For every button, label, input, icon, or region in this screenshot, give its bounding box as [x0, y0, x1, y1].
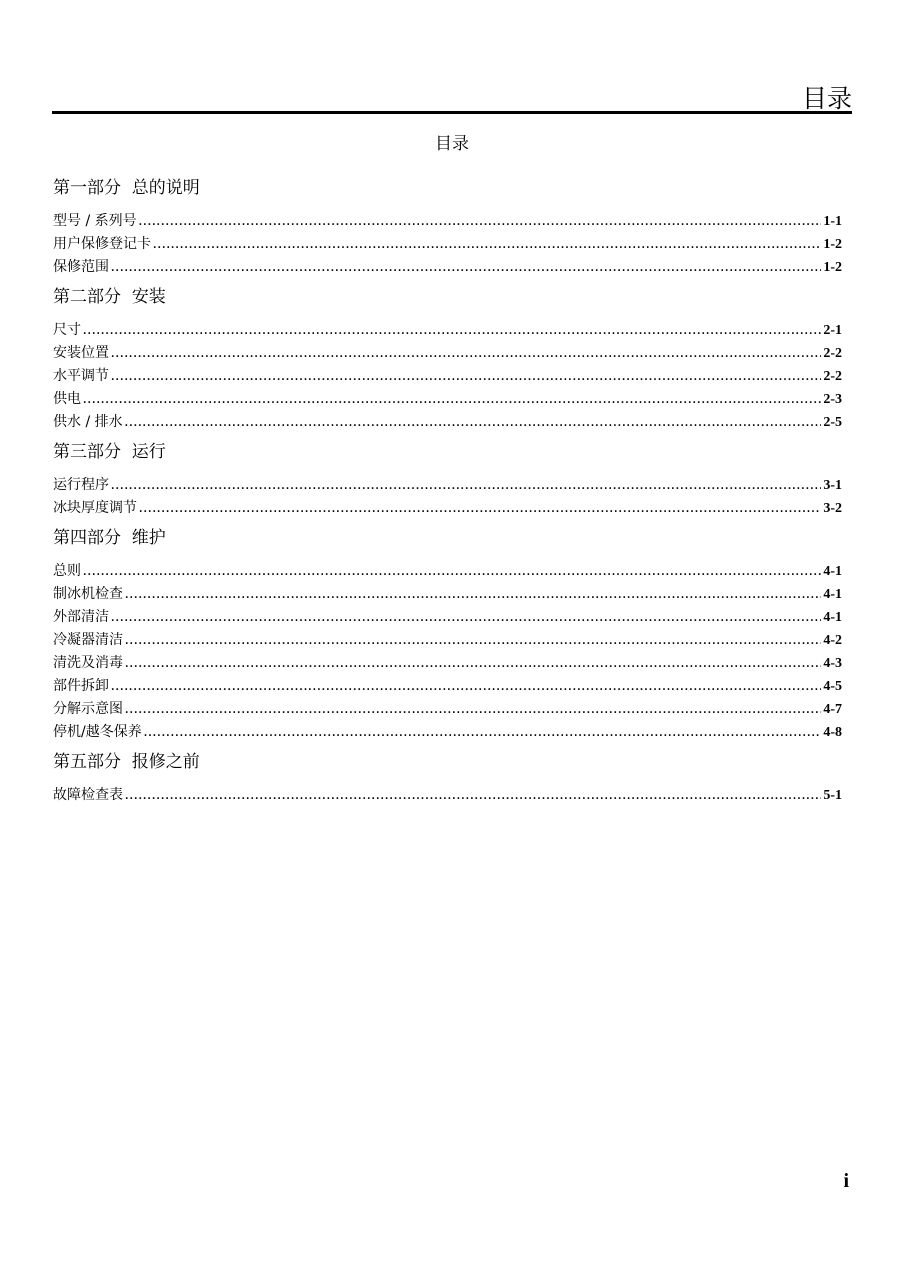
toc-entry[interactable]	[53, 233, 842, 256]
toc-entry-label: 总则	[53, 563, 81, 579]
section-heading: 第三部分 运行	[53, 442, 166, 462]
toc-entry-label: 故障检查表	[53, 787, 123, 803]
dot-leader	[125, 653, 821, 676]
page-header-title: 目录	[801, 84, 852, 113]
dot-leader	[111, 676, 821, 699]
toc-entry[interactable]	[53, 560, 842, 583]
toc-entry-label: 保修范围	[53, 259, 109, 275]
toc-entry-page: 2-2	[823, 369, 842, 384]
toc-entry[interactable]	[53, 675, 842, 698]
toc-entry-label: 制冰机检查	[53, 586, 123, 602]
toc-entry-label: 分解示意图	[53, 701, 123, 717]
toc-entry[interactable]	[53, 497, 842, 520]
toc-entry-label: 部件拆卸	[53, 678, 109, 694]
toc-entry[interactable]	[53, 784, 842, 807]
toc-entry-page: 2-2	[823, 346, 842, 361]
toc-entry[interactable]	[53, 411, 842, 434]
dot-leader	[125, 584, 821, 607]
toc-entry[interactable]	[53, 698, 842, 721]
toc-entry-page: 4-1	[823, 564, 842, 579]
toc-entry-page: 4-8	[823, 725, 842, 740]
toc-entry-page: 1-1	[823, 214, 842, 229]
toc-entry-label: 供水 / 排水	[53, 414, 123, 430]
toc-entry-page: 4-1	[823, 587, 842, 602]
section-heading: 第二部分 安装	[53, 287, 166, 307]
toc-entry-label: 水平调节	[53, 368, 109, 384]
toc-entry[interactable]	[53, 342, 842, 365]
header-rule	[52, 111, 852, 114]
dot-leader	[83, 561, 821, 584]
toc-entry-page: 5-1	[823, 788, 842, 803]
dot-leader	[111, 257, 821, 280]
toc-entry-page: 2-3	[823, 392, 842, 407]
toc-entry-label: 外部清洁	[53, 609, 109, 625]
dot-leader	[139, 211, 822, 234]
toc-entry-label: 供电	[53, 391, 81, 407]
toc-section	[53, 285, 842, 434]
dot-leader	[139, 498, 821, 521]
dot-leader	[125, 785, 821, 808]
toc-entry-label: 尺寸	[53, 322, 81, 338]
toc-entry-page: 4-5	[823, 679, 842, 694]
toc-entry-page: 1-2	[823, 260, 842, 275]
toc-entry-page: 3-2	[823, 501, 842, 516]
toc-entry-label: 停机/越冬保养	[53, 724, 142, 740]
toc-entry-page: 2-1	[823, 323, 842, 338]
toc-entry-label: 运行程序	[53, 477, 109, 493]
toc-entry[interactable]	[53, 606, 842, 629]
toc-entry[interactable]	[53, 721, 842, 744]
toc-entry-page: 2-5	[823, 415, 842, 430]
toc-entry-page: 4-2	[823, 633, 842, 648]
toc-section	[53, 750, 842, 807]
section-heading: 第一部分 总的说明	[53, 178, 200, 198]
toc-entry-label: 冷凝器清洁	[53, 632, 123, 648]
table-of-contents	[53, 170, 842, 807]
toc-entry[interactable]	[53, 365, 842, 388]
toc-entry-label: 安装位置	[53, 345, 109, 361]
dot-leader	[111, 475, 821, 498]
dot-leader	[83, 389, 821, 412]
dot-leader	[144, 722, 822, 745]
toc-entry-page: 3-1	[823, 478, 842, 493]
toc-entry-page: 4-3	[823, 656, 842, 671]
section-heading: 第五部分 报修之前	[53, 752, 200, 772]
dot-leader	[125, 699, 821, 722]
toc-entry[interactable]	[53, 388, 842, 411]
toc-entry-label: 型号 / 系列号	[53, 213, 137, 229]
toc-entry[interactable]	[53, 256, 842, 279]
toc-entry-page: 1-2	[823, 237, 842, 252]
toc-entry-page: 4-7	[823, 702, 842, 717]
toc-entry-page: 4-1	[823, 610, 842, 625]
dot-leader	[111, 343, 821, 366]
toc-section	[53, 440, 842, 520]
toc-entry-label: 冰块厚度调节	[53, 500, 137, 516]
toc-entry[interactable]	[53, 210, 842, 233]
toc-entry[interactable]	[53, 652, 842, 675]
toc-entry[interactable]	[53, 629, 842, 652]
toc-section	[53, 526, 842, 744]
toc-entry[interactable]	[53, 319, 842, 342]
dot-leader	[125, 630, 821, 653]
dot-leader	[111, 366, 821, 389]
page-number: i	[843, 1170, 849, 1192]
dot-leader	[125, 412, 822, 435]
toc-section	[53, 176, 842, 279]
toc-entry-label: 清洗及消毒	[53, 655, 123, 671]
toc-entry[interactable]	[53, 474, 842, 497]
dot-leader	[111, 607, 821, 630]
toc-entry-label: 用户保修登记卡	[53, 236, 151, 252]
section-heading: 第四部分 维护	[53, 528, 166, 548]
toc-entry[interactable]	[53, 583, 842, 606]
dot-leader	[83, 320, 821, 343]
document-title: 目录	[435, 134, 469, 154]
dot-leader	[153, 234, 821, 257]
